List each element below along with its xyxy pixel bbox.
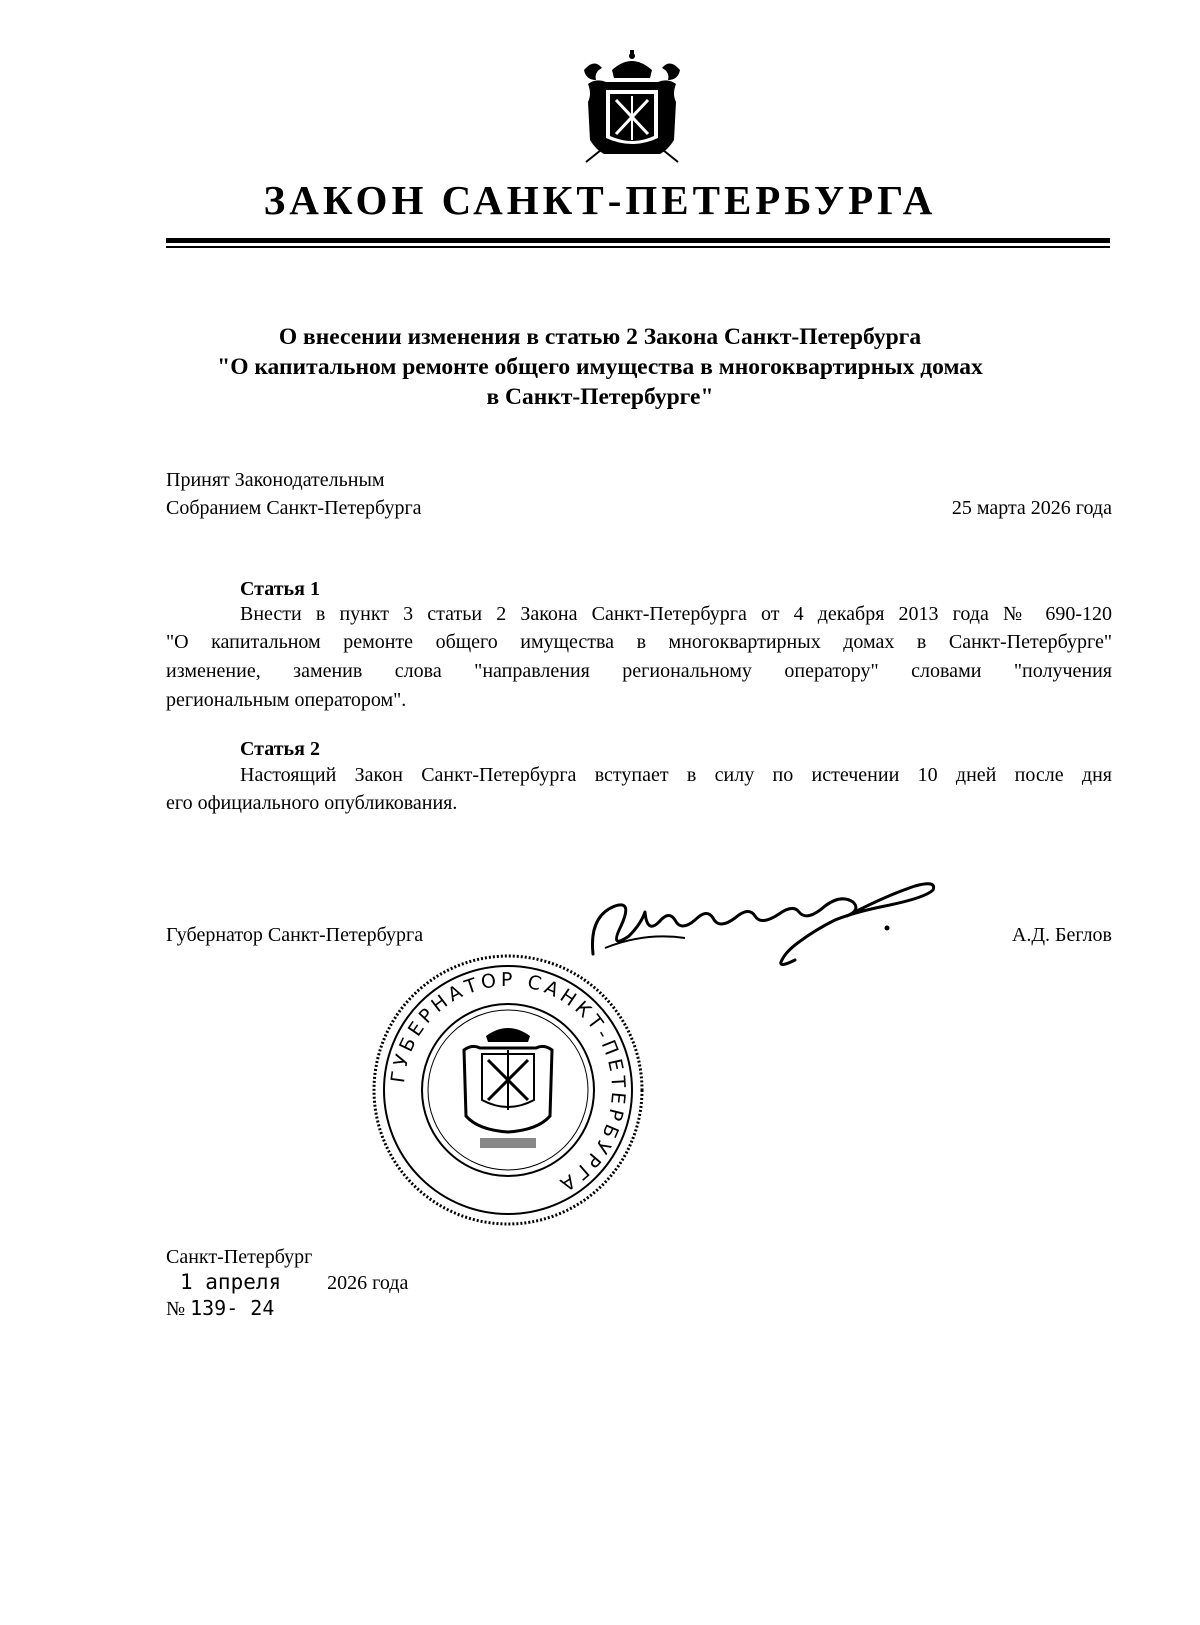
law-title: ЗАКОН САНКТ-ПЕТЕРБУРГА xyxy=(263,177,937,223)
signing-date-line xyxy=(166,1272,408,1293)
governor-name: А.Д. Беглов xyxy=(1011,924,1112,946)
title-rule-thin xyxy=(166,246,1110,248)
article-1-line-2: "О капитальном ремонте общего имущества в многоквартирных домах в Санкт-Петербурге" xyxy=(166,631,1112,653)
seal-text: ГУБЕРНАТОР САНКТ-ПЕТЕРБУРГА xyxy=(387,968,630,1198)
subject-line-3: в Санкт-Петербурге" xyxy=(486,384,714,410)
article-2-line-2: его официального опубликования. xyxy=(166,792,458,814)
article-1-line-3: изменение, заменив слова "направления региональному оператору" словами "получения xyxy=(166,660,1112,682)
law-number: 139- 24 xyxy=(190,1296,275,1320)
signing-date-stamp: 1 апреля xyxy=(180,1270,282,1294)
subject-line-2: "О капитальном ремонте общего имущества в многоквартирных домах xyxy=(217,354,983,380)
place-of-signing: Санкт-Петербург xyxy=(166,1246,313,1268)
signing-year: 2026 года xyxy=(327,1272,409,1294)
law-number-line xyxy=(166,1298,274,1319)
adoption-date: 25 марта 2026 года xyxy=(951,497,1112,519)
article-1-line-4: региональным оператором". xyxy=(166,689,407,711)
title-rule-thick xyxy=(166,238,1110,243)
subject-line-1: О внесении изменения в статью 2 Закона Санкт-Петербурга xyxy=(278,324,922,350)
official-seal-icon xyxy=(368,950,648,1230)
article-1-heading: Статья 1 xyxy=(240,578,320,600)
adoption-line-2: Собранием Санкт-Петербурга xyxy=(166,497,422,519)
adoption-line-1: Принят Законодательным xyxy=(166,469,385,491)
coat-of-arms-icon xyxy=(576,50,688,168)
number-sign: № xyxy=(166,1298,186,1320)
article-1-line-1: Внести в пункт 3 статьи 2 Закона Санкт-Петербурга от 4 декабря 2013 года № 690-120 xyxy=(240,603,1112,625)
governor-title: Губернатор Санкт-Петербурга xyxy=(166,924,424,946)
article-2-heading: Статья 2 xyxy=(240,738,320,760)
article-2-line-1: Настоящий Закон Санкт-Петербурга вступает в силу по истечении 10 дней после дня xyxy=(240,764,1112,786)
